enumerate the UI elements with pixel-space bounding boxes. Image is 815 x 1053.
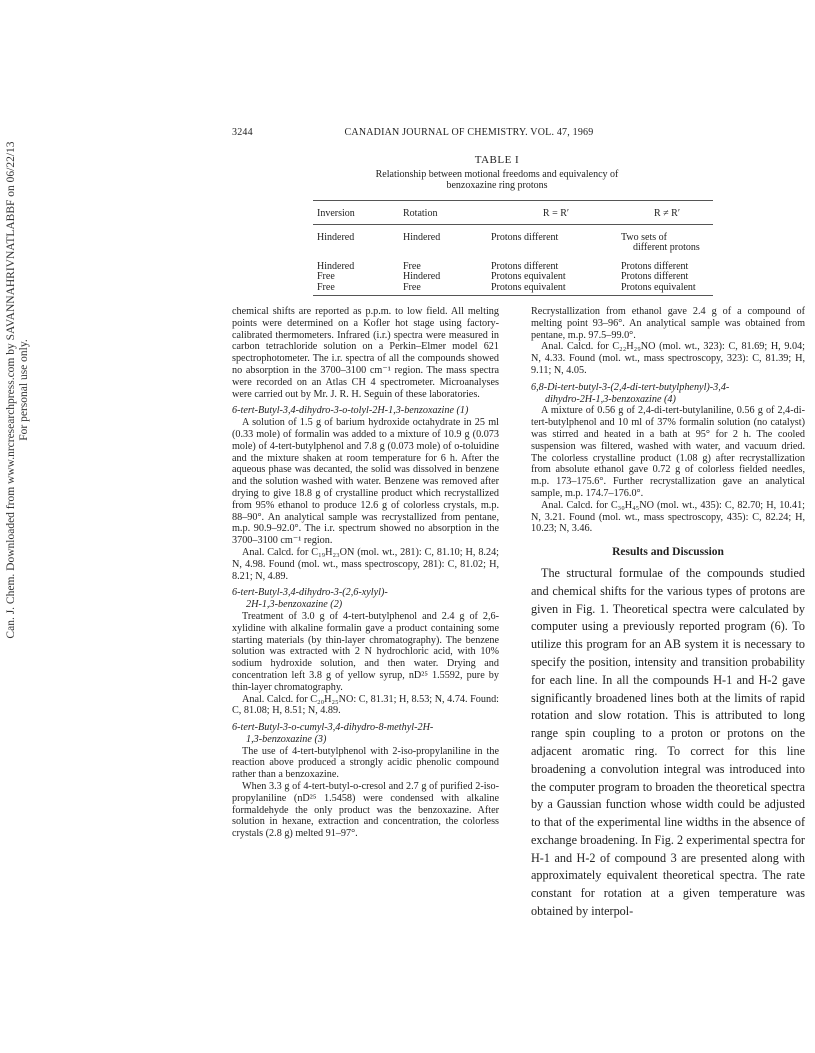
table-caption-line2: benzoxazine ring protons: [446, 180, 548, 191]
discussion-paragraph: The structural formulae of the compounds studied and chemical shifts for the various types of protons are given in Fig. 1. Theoretical spectra were calculated by computer using a previously reported program (6). To utilize this program for an AB system it is necessary to specify the position, intensity and transition probability for each line. In all the compounds H-1 and H-2 gave significantly broadened lines both at the limits of rapid rotation and slow rotation. This is attributed to long range spin coupling to a proton or protons on the adjacent aromatic ring. To correct for this line broadening a convolution integral was introduced into the computer program to broaden the theoretical spectra by a Gaussian function whose width could be adjusted to that of the experimental line widths in the absence of exchange broadening. In Fig. 2 experimental spectra for H-1 and H-2 of compound 3 are presented along with approximately equivalent theoretical spectra. The rate constant for rotation at a given temperature was obtained by interpol-: [531, 565, 805, 919]
download-notice-line1: Can. J. Chem. Downloaded from www.nrcresearchpress.com by SAVANNAHRIVNATLABBF on 06/22/13: [5, 141, 17, 639]
compound-4-heading-line1: 6,8-Di-tert-butyl-3-(2,4-di-tert-butylphenyl)-3,4-: [531, 381, 730, 393]
column-header-r-equal: R = R′: [542, 208, 570, 219]
table-cell: Free: [317, 281, 335, 293]
table-cell: Protons different: [621, 271, 689, 282]
table-cell: Protons different: [491, 260, 559, 272]
table-cell: Free: [403, 281, 421, 293]
table-cell: Protons different: [621, 260, 689, 272]
compound-4-analysis: Anal. Calcd. for C₃₀H₄₅NO (mol. wt., 435): C, 82.70; H, 10.41; N, 3.21. Found (mol. wt., mass spectroscopy, 435): C, 82.24; H, 10.23; N, 3.46.: [531, 499, 805, 535]
table-cell: Free: [317, 271, 335, 282]
table-cell: Hindered: [317, 231, 355, 243]
column-header-inversion: Inversion: [317, 208, 355, 219]
table-cell: [621, 233, 713, 254]
compound-3-heading-line2: 1,3-benzoxazine (3): [246, 733, 327, 745]
compound-3-procedure: When 3.3 g of 4-tert-butyl-o-cresol and 2.7 g of purified 2-iso-propylaniline (nD²⁵ 1.5458) were condensed with alkaline formaldehyde the only product was the benzoxazine. After solution in hexane, extraction and concentration, the colorless crystals (2.8 g) melted 91–97°.: [232, 781, 499, 840]
experimental-intro: chemical shifts are reported as p.p.m. to low field. All melting points were determined on a Kofler hot stage using factory-calibrated thermometers. Infrared (i.r.) spectra were measured in carbon tetrachloride solution on a Perkin–Elmer model 621 spectrophotometer. The i.r. spectra of all the compounds showed no absorption in the 3700–3100 cm⁻¹ region. The mass spectra were recorded on an Atlas CH 4 spectrometer. Microanalyses were carried out by Mr. J. R. H. Seguin of these laboratories.: [232, 306, 499, 400]
download-notice: [0, 110, 36, 670]
table-row: [313, 272, 713, 283]
compound-3-analysis: Anal. Calcd. for C₂₂H₂₉NO (mol. wt., 323): C, 81.69; H, 9.04; N, 4.33. Found (mol. wt., mass spectroscopy, 323): C, 81.39; H, 9.11; N, 4.05.: [531, 341, 805, 376]
compound-2-heading-line1: 6-tert-Butyl-3,4-dihydro-3-(2,6-xylyl)-: [232, 587, 388, 599]
table-cell: Protons equivalent: [491, 271, 566, 282]
compound-1-procedure: A solution of 1.5 g of barium hydroxide octahydrate in 25 ml (0.33 mole) of formalin was added to a mixture of 10.9 g (0.073 mole) of 4-tert-butylphenol and 7.8 g (0.073 mole) of o-toluidine and the mixture shaken at room temperature for 6 h. After the aqueous phase was decanted, the solid was dissolved in benzene and the solution washed with water. Benzene was removed after drying to give 18.8 g of crystalline product which recrystallized from 95% ethanol to produce 12.6 g of colorless crystals, m.p. 88–90°. An analytical sample was recrystallized from pentane, m.p. 90.9–92.0°. The i.r. spectrum showed no absorption in the 3700–3100 cm⁻¹ region.: [232, 417, 499, 547]
table-cell: Hindered: [403, 231, 441, 243]
compound-3-note: The use of 4-tert-butylphenol with 2-iso-propylaniline in the reaction above produced a strongly acidic phenolic compound rather than a benzoxazine.: [232, 745, 499, 781]
page-number: 3244: [232, 127, 253, 138]
compound-2-heading-line2: 2H-1,3-benzoxazine (2): [246, 599, 343, 611]
table-cell: Protons equivalent: [621, 281, 696, 293]
table-cell: Protons different: [491, 231, 559, 243]
proton-equivalency-table: [313, 200, 713, 296]
compound-2-analysis: Anal. Calcd. for C₂₀H₂₅NO: C, 81.31; H, 8.53; N, 4.74. Found: C, 81.08; H, 8.51; N, 4.89.: [232, 693, 499, 717]
compound-4-heading: [531, 382, 805, 406]
table-cell: Protons equivalent: [491, 281, 566, 293]
right-column: [531, 306, 805, 921]
table-cell: Free: [403, 260, 421, 272]
column-header-rotation: Rotation: [403, 208, 438, 219]
table-cell-line: different protons: [633, 242, 700, 253]
table-row: [313, 233, 713, 254]
column-header-r-unequal: R ≠ R′: [653, 208, 680, 219]
compound-3-heading: [232, 722, 499, 746]
compound-1-analysis: Anal. Calcd. for C₁₉H₂₃ON (mol. wt., 281): C, 81.10; H, 8.24; N, 4.98. Found (mol. wt., mass spectroscopy, 281): C, 81.02; H, 8.21; N, 4.89.: [232, 546, 499, 582]
compound-4-heading-line2: dihydro-2H-1,3-benzoxazine (4): [545, 393, 676, 405]
table-cell: Hindered: [403, 271, 441, 282]
compound-2-heading: [232, 587, 499, 611]
compound-3-heading-line1: 6-tert-Butyl-3-o-cumyl-3,4-dihydro-8-methyl-2H-: [232, 722, 434, 734]
compound-4-procedure: A mixture of 0.56 g of 2,4-di-tert-butylaniline, 0.56 g of 2,4-di-tert-butylphenol and 10 ml of 37% formalin solution (no catalyst) was stirred and heated in a bath at 95° for 2 h. The cooled suspension was filtered, washed with water, and vacuum dried. The colorless crystalline product (1.08 g) after recrystallization from absolute ethanol gave 0.72 g of colorless fielded needles, m.p. 173–175.6°. Further recrystallization gave an analytical sample, m.p. 174.7–176.0°.: [531, 405, 805, 499]
table-title: TABLE I: [474, 154, 520, 166]
table-caption-line1: Relationship between motional freedoms and equivalency of: [375, 169, 619, 180]
left-column: [232, 306, 499, 840]
section-heading: Results and Discussion: [612, 546, 724, 559]
table-header-row: [313, 201, 713, 225]
compound-1-heading: 6-tert-Butyl-3,4-dihydro-3-o-tolyl-2H-1,3-benzoxazine (1): [232, 405, 469, 417]
table-group-2: [313, 254, 713, 296]
table-cell-line: Two sets of: [621, 231, 667, 243]
table-cell: Hindered: [317, 260, 355, 272]
table-row: [313, 283, 713, 294]
table-group-1: [313, 225, 713, 254]
compound-2-procedure: Treatment of 3.0 g of 4-tert-butylphenol and 2.4 g of 2,6-xylidine with alkaline formalin gave a product containing some starting materials (by thin-layer chromatography). The benzene solution was extracted with 2 N hydrochloric acid, with 10% sodium hydroxide solution, and then water. Drying and concentration left 3.8 g of yellow syrup, nD²⁵ 1.5592, pure by thin-layer chromatography.: [232, 610, 499, 693]
table-caption: [232, 169, 762, 191]
download-notice-line2: For personal use only.: [18, 339, 30, 441]
journal-title: CANADIAN JOURNAL OF CHEMISTRY. VOL. 47, 1969: [344, 127, 594, 138]
compound-3-recrystallization: Recrystallization from ethanol gave 2.4 g of a compound of melting point 93–96°. An analytical sample was obtained from pentane, m.p. 97.5–99.0°.: [531, 306, 805, 341]
